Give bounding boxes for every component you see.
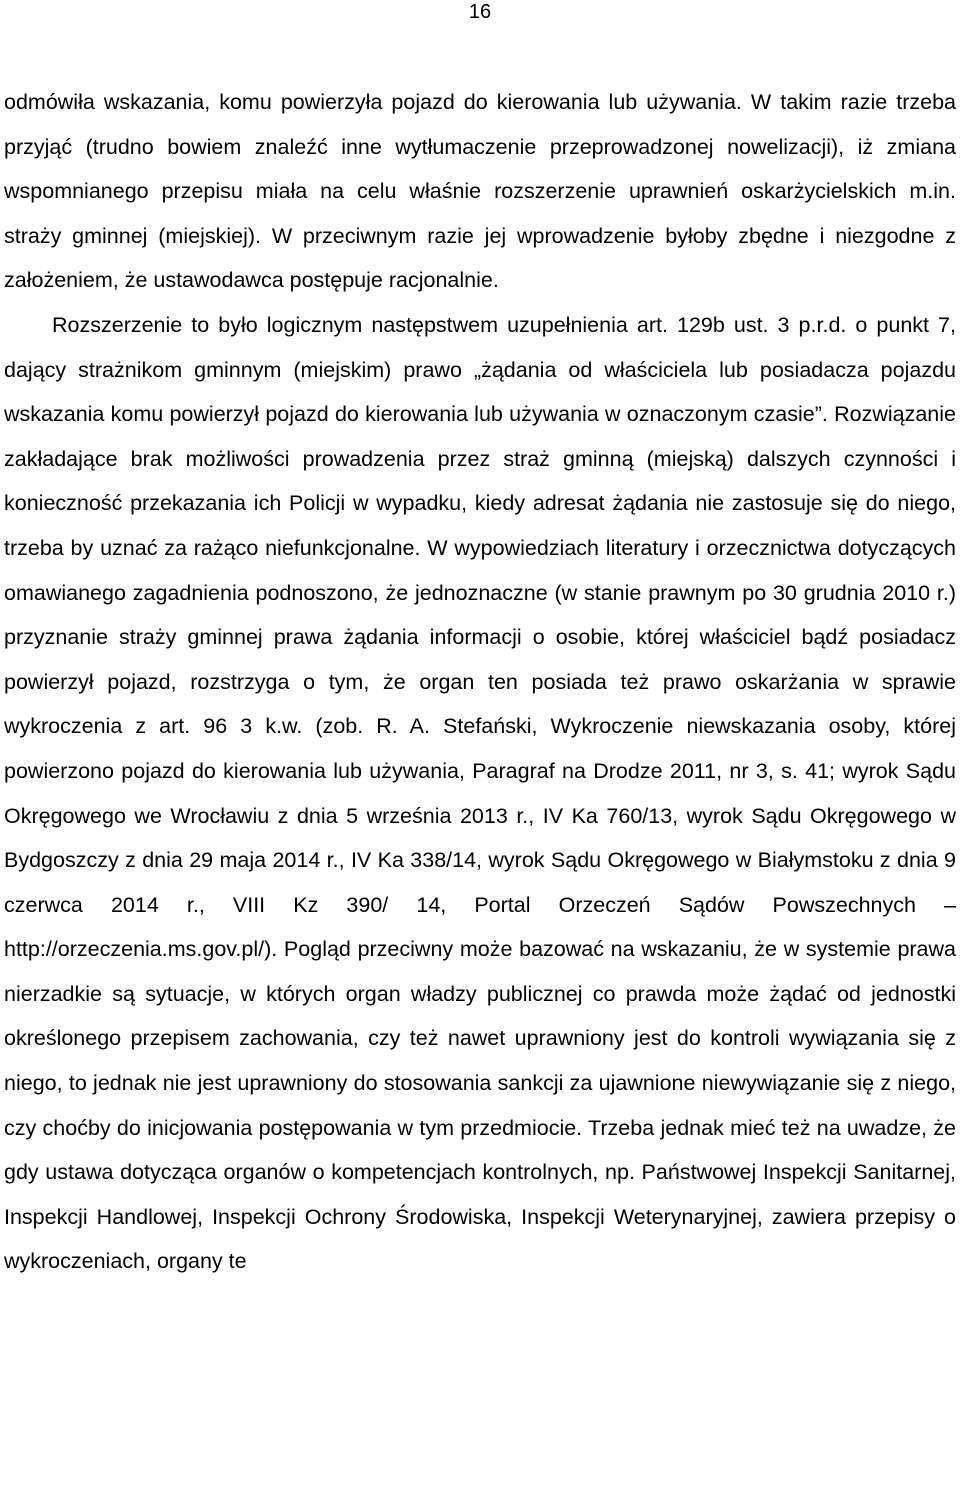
- document-body: [4, 80, 956, 1284]
- page-number: 16: [468, 1, 492, 23]
- paragraph: Rozszerzenie to było logicznym następstwem uzupełnienia art. 129b ust. 3 p.r.d. o punkt 7, dający strażnikom gminnym (miejskim) prawo „żądania od właściciela lub posiadacza pojazdu wskazania komu powierzył pojazd do kierowania lub używania w oznaczonym czasie”. Rozwiązanie zakładające brak możliwości prowadzenia przez straż gminną (miejską) dalszych czynności i konieczność przekazania ich Policji w wypadku, kiedy adresat żądania nie zastosuje się do niego, trzeba by uznać za rażąco niefunkcjonalne. W wypowiedziach literatury i orzecznictwa dotyczących omawianego zagadnienia podnoszono, że jednoznaczne (w stanie prawnym po 30 grudnia 2010 r.) przyznanie straży gminnej prawa żądania informacji o osobie, której właściciel bądź posiadacz powierzył pojazd, rozstrzyga o tym, że organ ten posiada też prawo oskarżania w sprawie wykroczenia z art. 96 3 k.w. (zob. R. A. Stefański, Wykroczenie niewskazania osoby, której powierzono pojazd do kierowania lub używania, Paragraf na Drodze 2011, nr 3, s. 41; wyrok Sądu Okręgowego we Wrocławiu z dnia 5 września 2013 r., IV Ka 760/13, wyrok Sądu Okręgowego w Bydgoszczy z dnia 29 maja 2014 r., IV Ka 338/14, wyrok Sądu Okręgowego w Białymstoku z dnia 9 czerwca 2014 r., VIII Kz 390/ 14, Portal Orzeczeń Sądów Powszechnych – http://orzeczenia.ms.gov.pl/). Pogląd przeciwny może bazować na wskazaniu, że w systemie prawa nierzadkie są sytuacje, w których organ władzy publicznej co prawda może żądać od jednostki określonego przepisem zachowania, czy też nawet uprawniony jest do kontroli wywiązania się z niego, to jednak nie jest uprawniony do stosowania sankcji za ujawnione niewywiązanie się z niego, czy choćby do inicjowania postępowania w tym przedmiocie. Trzeba jednak mieć też na uwadze, że gdy ustawa dotycząca organów o kompetencjach kontrolnych, np. Państwowej Inspekcji Sanitarnej, Inspekcji Handlowej, Inspekcji Ochrony Środowiska, Inspekcji Weterynaryjnej, zawiera przepisy o wykroczeniach, organy te: [4, 312, 956, 1274]
- paragraph: odmówiła wskazania, komu powierzyła pojazd do kierowania lub używania. W takim razie trzeba przyjąć (trudno bowiem znaleźć inne wytłumaczenie przeprowadzonej nowelizacji), iż zmiana wspomnianego przepisu miała na celu właśnie rozszerzenie uprawnień oskarżycielskich m.in. straży gminnej (miejskiej). W przeciwnym razie jej wprowadzenie byłoby zbędne i niezgodne z założeniem, że ustawodawca postępuje racjonalnie.: [4, 90, 956, 293]
